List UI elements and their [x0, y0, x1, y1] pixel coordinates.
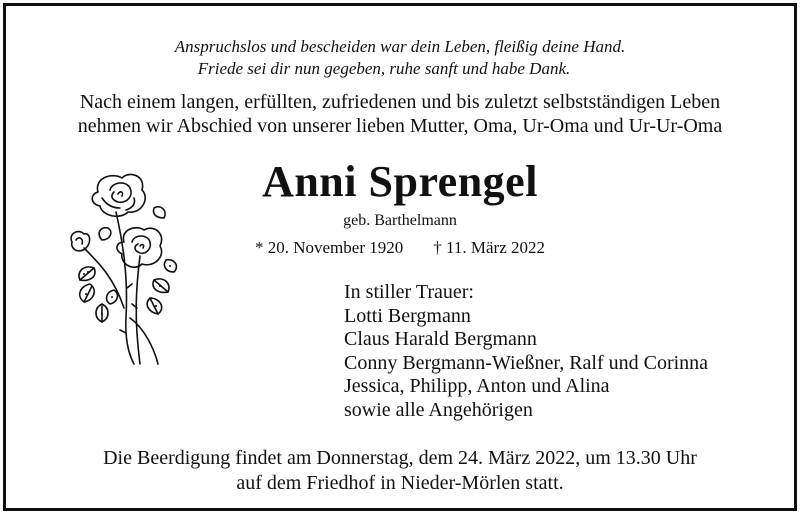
intro-line-2: nehmen wir Abschied von unserer lieben Mutter, Oma, Ur-Oma und Ur-Ur-Oma — [77, 115, 723, 137]
funeral-line-1: Die Beerdigung findet am Donnerstag, dem 24. März 2022, um 13.30 Uhr — [103, 447, 697, 469]
memorial-poem — [6, 36, 794, 80]
poem-line-2: Friede sei dir nun gegeben, ruhe sanft und habe Dank. — [197, 59, 571, 78]
funeral-line-2: auf dem Friedhof in Nieder-Mörlen statt. — [236, 472, 564, 494]
mourner-name: Lotti Bergmann — [344, 304, 471, 327]
mourner-name: Claus Harald Bergmann — [344, 328, 537, 350]
mourner-name: Jessica, Philipp, Anton und Alina — [344, 375, 610, 397]
birth-date: * 20. November 1920 — [254, 238, 404, 257]
mourners-list — [344, 281, 708, 422]
life-dates — [6, 238, 794, 258]
deceased-name: Anni Sprengel — [262, 157, 538, 206]
mourner-name: sowie alle Angehörigen — [344, 398, 533, 421]
birth-name: geb. Barthelmann — [343, 212, 457, 229]
mourner-name: Conny Bergmann-Wießner, Ralf und Corinna — [344, 351, 709, 374]
death-date: † 11. März 2022 — [433, 238, 545, 257]
intro-line-1: Nach einem langen, erfüllten, zufriedenen und bis zuletzt selbstständigen Leben — [79, 91, 721, 113]
funeral-notice — [6, 446, 794, 496]
obituary-frame — [3, 3, 797, 511]
poem-line-1: Anspruchslos und bescheiden war dein Leben, fleißig deine Hand. — [174, 37, 626, 56]
mourners-heading: In stiller Trauer: — [344, 281, 474, 303]
intro-text — [6, 90, 794, 138]
